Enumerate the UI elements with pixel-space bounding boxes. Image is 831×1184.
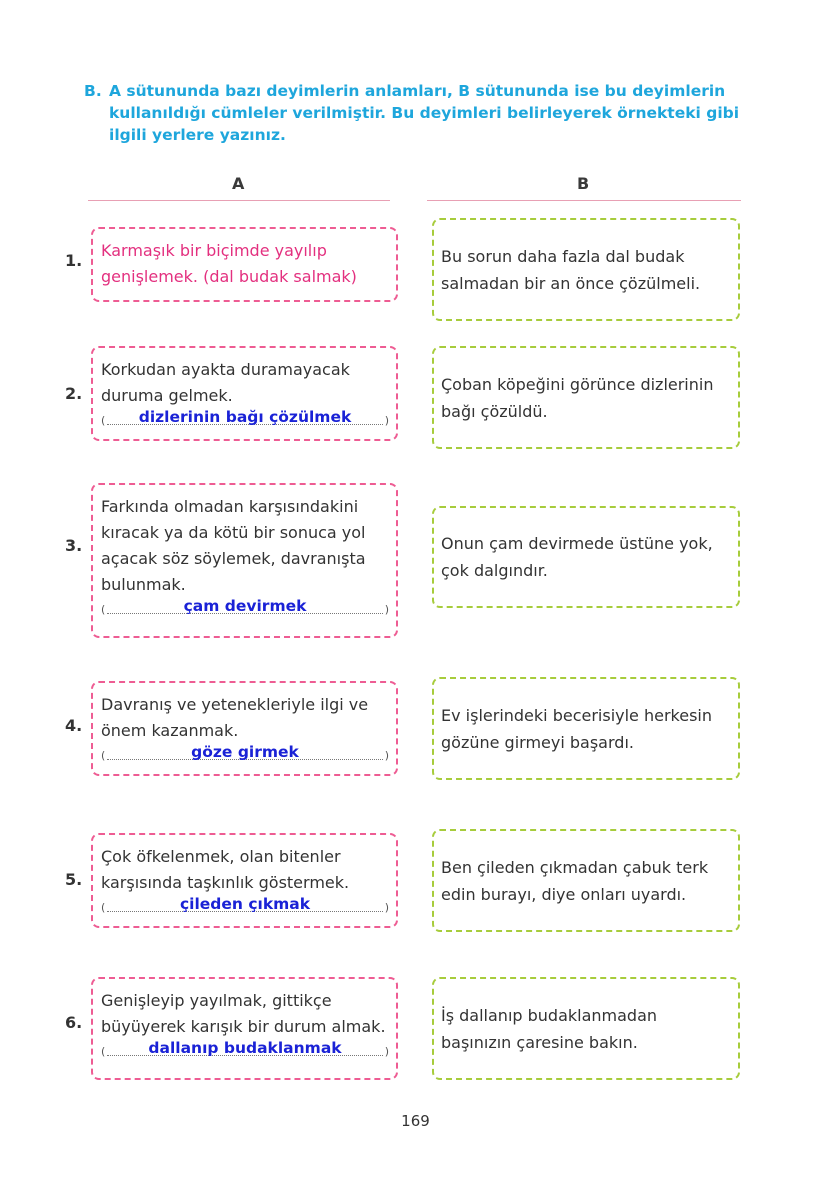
meaning-text: Korkudan ayakta duramayacak duruma gelmek. <box>101 360 350 405</box>
answer-paren-close: ) <box>384 414 389 427</box>
sentence-text: Ev işlerindeki becerisiyle herkesin gözüne girmeyi başardı. <box>441 705 713 752</box>
sentence-text: İş dallanıp budaklanmadan başınızın çaresine bakın. <box>441 1005 658 1052</box>
item-number: 1. <box>65 251 83 270</box>
answer-text: göze girmek <box>191 743 299 761</box>
meaning-text: Karmaşık bir biçimde yayılıp genişlemek. (dal budak salmak) <box>101 241 357 286</box>
meaning-text: Davranış ve yetenekleriyle ilgi ve önem kazanmak. <box>101 695 369 740</box>
answer-paren-open: ( <box>101 603 106 616</box>
answer-text: çam devirmek <box>183 597 307 615</box>
instruction <box>84 80 744 146</box>
meaning-box <box>91 977 398 1080</box>
instruction-text: A sütununda bazı deyimlerin anlamları, B sütununda ise bu deyimlerin kullanıldığı cümleler verilmiştir. Bu deyimleri belirleyerek örnekteki gibi ilgili yerlere yazınız. <box>109 82 740 144</box>
sentence-box <box>432 218 740 321</box>
answer-paren-close: ) <box>384 603 389 616</box>
answer-line[interactable] <box>101 599 389 619</box>
meaning-text: Farkında olmadan karşısındakini kıracak ya da kötü bir sonuca yol açacak söz söylemek, davranışta bulunmak. <box>101 497 366 594</box>
instruction-label: B. <box>84 82 102 100</box>
item-number: 4. <box>65 716 83 735</box>
sentence-text: Onun çam devirmede üstüne yok, çok dalgındır. <box>441 534 713 580</box>
meaning-box <box>91 483 398 638</box>
column-a-header: A <box>232 174 245 193</box>
item-number: 5. <box>65 870 83 889</box>
column-a-rule <box>88 200 390 201</box>
sentence-box <box>432 506 740 608</box>
item-number: 3. <box>65 536 83 555</box>
meaning-box <box>91 346 398 441</box>
sentence-text: Bu sorun daha fazla dal budak salmadan bir an önce çözülmeli. <box>441 246 701 293</box>
sentence-text: Ben çileden çıkmadan çabuk terk edin burayı, diye onları uyardı. <box>441 857 709 904</box>
meaning-text: Çok öfkelenmek, olan bitenler karşısında taşkınlık göstermek. <box>101 847 350 892</box>
item-number: 2. <box>65 384 83 403</box>
sentence-text: Çoban köpeğini görünce dizlerinin bağı çözüldü. <box>441 374 714 421</box>
column-b-header: B <box>577 174 590 193</box>
sentence-box <box>432 829 740 932</box>
item-number: 6. <box>65 1013 83 1032</box>
answer-paren-open: ( <box>101 901 106 914</box>
answer-text: çileden çıkmak <box>179 895 311 913</box>
answer-paren-close: ) <box>384 1045 389 1058</box>
answer-paren-open: ( <box>101 414 106 427</box>
meaning-box <box>91 681 398 776</box>
answer-text: dizlerinin bağı çözülmek <box>138 408 352 426</box>
meaning-box <box>91 833 398 928</box>
meaning-text: Genişleyip yayılmak, gittikçe büyüyerek karışık bir durum almak. <box>101 991 386 1036</box>
answer-paren-open: ( <box>101 749 106 762</box>
sentence-box <box>432 346 740 449</box>
sentence-box <box>432 977 740 1080</box>
sentence-box <box>432 677 740 780</box>
page-number: 169 <box>401 1112 430 1130</box>
meaning-box <box>91 227 398 302</box>
answer-line[interactable] <box>101 1041 389 1061</box>
answer-line[interactable] <box>101 410 389 430</box>
answer-paren-open: ( <box>101 1045 106 1058</box>
answer-paren-close: ) <box>384 901 389 914</box>
answer-text: dallanıp budaklanmak <box>148 1039 342 1057</box>
answer-line[interactable] <box>101 897 389 917</box>
column-b-rule <box>427 200 741 201</box>
answer-paren-close: ) <box>384 749 389 762</box>
answer-line[interactable] <box>101 745 389 765</box>
